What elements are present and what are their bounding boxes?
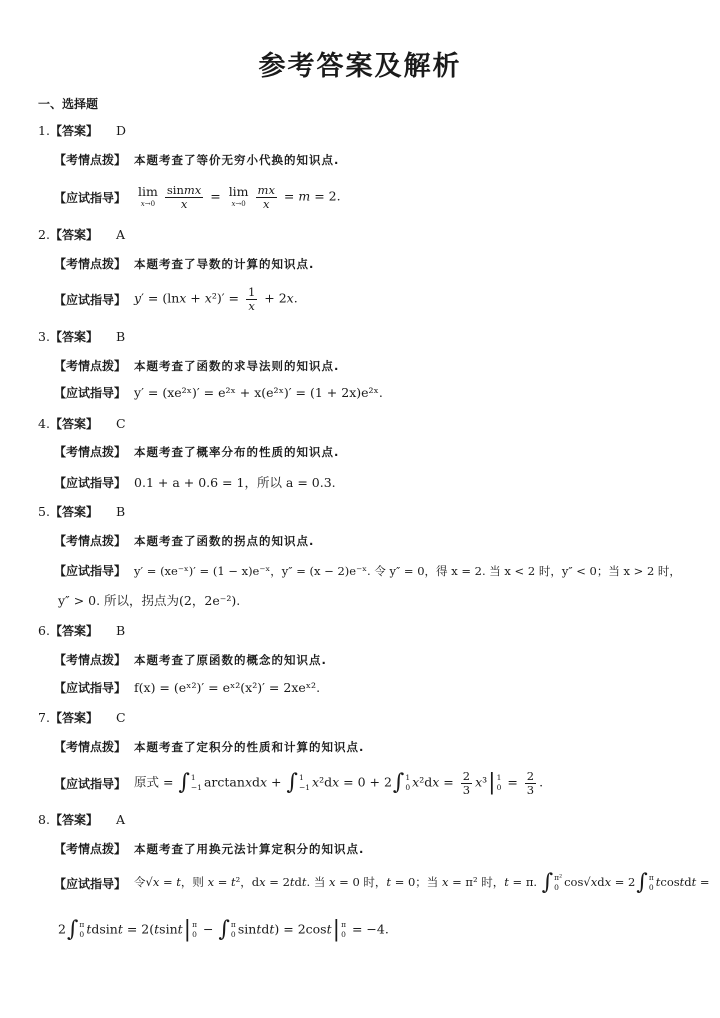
item-1-answer-row (38, 122, 126, 139)
item-number: 7. (38, 710, 50, 725)
answer-label: 【答案】 (49, 330, 98, 344)
answer-label: 【答案】 (49, 711, 98, 725)
answer-value: D (115, 123, 126, 138)
guide-label: 【应试指导】 (54, 386, 127, 400)
point-text: 本题考查了原函数的概念的知识点. (134, 652, 327, 667)
guide-formula: y′ = (xe²ˣ)′ = e²ˣ + x(e²ˣ)′ = (1 + 2x)e²ˣ. (134, 385, 383, 400)
item-number: 6. (38, 623, 50, 638)
answer-value: A (115, 812, 125, 827)
item-2-point-row (54, 255, 314, 272)
item-5-answer-row (38, 503, 125, 520)
item-1-guide-row (54, 184, 341, 210)
item-6-point-row (54, 651, 327, 668)
point-label: 【考情点拨】 (54, 257, 127, 271)
point-label: 【考情点拨】 (54, 842, 127, 856)
answer-label: 【答案】 (49, 124, 98, 138)
answer-label: 【答案】 (49, 417, 98, 431)
guide-formula: lim x→0 $\frac{\text{sinmx}}{x}$ = lim x→0 $\frac{mx}{x}$ = m = 2. (138, 183, 341, 211)
item-6-answer-row (38, 622, 125, 639)
point-text: 本题考查了用换元法计算定积分的知识点. (134, 841, 365, 856)
answer-value: B (115, 504, 126, 519)
item-8-point-row (54, 840, 364, 857)
point-label: 【考情点拨】 (54, 740, 127, 754)
point-label: 【考情点拨】 (54, 359, 127, 373)
guide-formula: 原式 = ∫ 1 −1 arctanxdx + ∫ 1 −1 x²dx = 0 + 2∫ 1 0 x²dx = $\frac{2}{3}$ x³| 1 0 = $\frac{2}{3}$ . (134, 769, 544, 797)
guide-formula: 令√x = t，则 x = t²，dx = 2tdt. 当 x = 0 时，t = 0；当 x = π² 时，t = π. ∫ π² 0 cos√xdx = 2∫ π 0 tcostdt = (134, 870, 710, 895)
point-label: 【考情点拨】 (54, 534, 127, 548)
point-text: 本题考查了函数的拐点的知识点. (134, 533, 315, 548)
point-label: 【考情点拨】 (54, 653, 127, 667)
guide-label: 【应试指导】 (54, 292, 127, 307)
point-text: 本题考查了导数的计算的知识点. (134, 256, 315, 271)
item-5-guide-row (54, 562, 681, 579)
guide-formula: y′ = (xe⁻ˣ)′ = (1 − x)e⁻ˣ，y″ = (x − 2)e⁻ˣ. 令 y″ = 0，得 x = 2. 当 x < 2 时，y″ < 0；当 x > 2 时， (134, 563, 681, 578)
guide-formula: 0.1 + a + 0.6 = 1，所以 a = 0.3. (134, 475, 336, 490)
item-4-answer-row (38, 415, 126, 432)
point-text: 本题考查了概率分布的性质的知识点. (134, 444, 340, 459)
item-5-point-row (54, 532, 314, 549)
guide-formula-cont: y″ > 0. 所以，拐点为(2，2e⁻²). (58, 593, 241, 608)
item-3-guide-row (54, 384, 383, 401)
item-number: 8. (38, 812, 50, 827)
answer-label: 【答案】 (49, 228, 98, 242)
guide-formula-cont: 2∫ π 0 tdsint = 2(tsint| π 0 − ∫ π 0 sintdt) = 2cost| π 0 = −4. (58, 917, 389, 942)
guide-label: 【应试指导】 (54, 475, 127, 490)
item-2-guide-row (54, 286, 298, 312)
item-7-point-row (54, 738, 364, 755)
answer-value: C (115, 416, 126, 431)
item-7-answer-row (38, 709, 126, 726)
guide-label: 【应试指导】 (54, 776, 127, 791)
answer-label: 【答案】 (49, 505, 98, 519)
page-title: 参考答案及解析 (258, 51, 462, 82)
guide-formula: f(x) = (eˣ²)′ = eˣ²(x²)′ = 2xeˣ². (134, 680, 321, 695)
answer-value: C (115, 710, 126, 725)
item-4-guide-row (54, 473, 336, 491)
answer-value: B (115, 329, 126, 344)
section-heading: 一、选择题 (38, 97, 99, 111)
guide-label: 【应试指导】 (54, 564, 127, 578)
item-number: 3. (38, 329, 50, 344)
item-3-answer-row (38, 328, 125, 345)
point-text: 本题考查了函数的求导法则的知识点. (134, 358, 340, 373)
guide-formula: y′ = (lnx + x²)′ = $\frac{1}{x}$ + 2x. (134, 285, 298, 313)
point-label: 【考情点拨】 (54, 445, 127, 459)
guide-label: 【应试指导】 (54, 681, 127, 695)
guide-label: 【应试指导】 (54, 190, 127, 205)
item-6-guide-row (54, 679, 320, 696)
point-label: 【考情点拨】 (54, 153, 127, 167)
item-7-guide-row (54, 770, 543, 796)
item-5-guide-continuation (58, 591, 240, 609)
item-number: 1. (38, 123, 50, 138)
item-number: 2. (38, 227, 50, 242)
item-3-point-row (54, 357, 339, 374)
item-8-guide-continuation (58, 919, 389, 941)
point-text: 本题考查了定积分的性质和计算的知识点. (134, 739, 365, 754)
item-4-point-row (54, 443, 339, 460)
point-text: 本题考查了等价无穷小代换的知识点. (134, 152, 340, 167)
answer-value: B (115, 623, 126, 638)
item-1-point-row (54, 151, 339, 168)
item-2-answer-row (38, 226, 125, 243)
answer-value: A (115, 227, 125, 242)
item-number: 4. (38, 416, 50, 431)
guide-label: 【应试指导】 (54, 876, 127, 891)
answer-label: 【答案】 (49, 813, 98, 827)
item-8-answer-row (38, 811, 125, 828)
item-8-guide-row (54, 872, 710, 894)
item-number: 5. (38, 504, 50, 519)
answer-label: 【答案】 (49, 624, 98, 638)
